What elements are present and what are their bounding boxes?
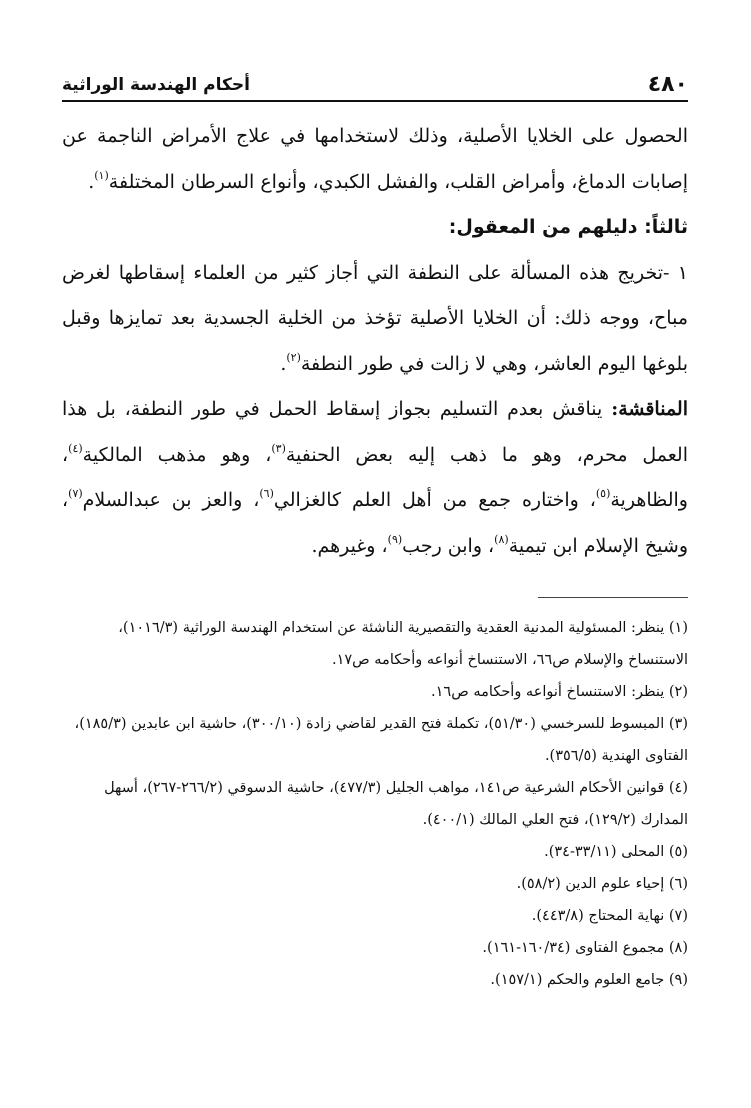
footnote-ref-6[interactable]: (٦) xyxy=(259,487,274,500)
footnote-8: (٨) مجموع الفتاوى (١٦٠/٣٤-١٦١). xyxy=(482,940,688,956)
footnotes xyxy=(62,612,688,996)
discussion-label: المناقشة: xyxy=(611,398,688,420)
footnote-2: (٢) ينظر: الاستنساخ أنواعه وأحكامه ص١٦. xyxy=(431,684,688,700)
footnote-ref-9[interactable]: (٩) xyxy=(387,532,403,546)
footnote-ref-8[interactable]: (٨) xyxy=(494,532,509,546)
main-text xyxy=(62,114,688,569)
footnote-separator xyxy=(538,597,688,598)
footnote-6: (٦) إحياء علوم الدين (٥٨/٢). xyxy=(516,876,688,892)
book-page xyxy=(62,66,688,996)
paragraph-2: ١ -تخريج هذه المسألة على النطفة التي أجاز كثير من العلماء إسقاطها لغرض مباح، ووجه ذلك: أن الخلايا الأصلية تؤخذ من الخلية الجسدية بعد تمايزها وقبل بلوغها اليوم العاشر، وهي لا زالت في طور النطفة$^{(٢)}$. xyxy=(62,261,688,375)
footnote-ref-7[interactable]: (٧) xyxy=(68,487,83,500)
footnote-ref-3[interactable]: (٣) xyxy=(271,441,286,455)
book-title: أحكام الهندسة الوراثية xyxy=(62,75,250,95)
footnote-7: (٧) نهاية المحتاج (٤٤٣/٨). xyxy=(531,908,688,924)
footnote-4: (٤) قوانين الأحكام الشرعية ص١٤١، مواهب الجليل (٤٧٧/٣)، حاشية الدسوقي (٢٦٦/٢-٢٦٧)، أسهل المدارك (١٢٩/٢)، فتح العلي المالك (٤٠٠/١). xyxy=(104,780,688,828)
footnote-9: (٩) جامع العلوم والحكم (١٥٧/١). xyxy=(490,972,688,988)
footnote-ref-2[interactable]: (٢) xyxy=(286,350,301,364)
running-head xyxy=(62,66,688,102)
footnote-ref-1[interactable]: (١) xyxy=(94,168,109,182)
paragraph-3: المناقشة: يناقش بعدم التسليم بجواز إسقاط الحمل في طور النطفة، بل هذا العمل محرم، وهو ما ذهب إليه بعض الحنفية$^{(٣)}$، وهو مذهب المالكية$^{(٤)}$، والظاهرية$^{(٥)}$، واختاره جمع من أهل العلم كالغزالي$^{(٦)}$، والعز بن عبدالسلام$^{(٧)}$، وشيخ الإسلام ابن تيمية$^{(٨)}$، وابن رجب$^{(٩)}$، وغيرهم. xyxy=(62,398,688,557)
paragraph-1: الحصول على الخلايا الأصلية، وذلك لاستخدامها في علاج الأمراض الناجمة عن إصابات الدماغ، وأمراض القلب، والفشل الكبدي، وأنواع السرطان المختلفة$^{(١)}$. xyxy=(62,125,688,193)
footnote-5: (٥) المحلى (٣٣/١١-٣٤). xyxy=(544,844,688,860)
footnote-ref-5[interactable]: (٥) xyxy=(595,487,611,500)
footnote-3: (٣) المبسوط للسرخسي (٥١/٣٠)، تكملة فتح القدير لقاضي زادة (٣٠٠/١٠)، حاشية ابن عابدين (١٨٥/٣)، الفتاوى الهندية (٣٥٦/٥). xyxy=(74,716,688,764)
page-number: ٤٨٠ xyxy=(647,72,688,97)
section-heading: ثالثاً: دليلهم من المعقول: xyxy=(448,216,688,238)
footnote-ref-4[interactable]: (٤) xyxy=(68,441,83,455)
footnote-1: (١) ينظر: المسئولية المدنية العقدية والتقصيرية الناشئة عن استخدام الهندسة الوراثية (١٠١٦/٣)، الاستنساخ والإسلام ص٦٦، الاستنساخ أنواعه وأحكامه ص١٧. xyxy=(118,620,688,668)
